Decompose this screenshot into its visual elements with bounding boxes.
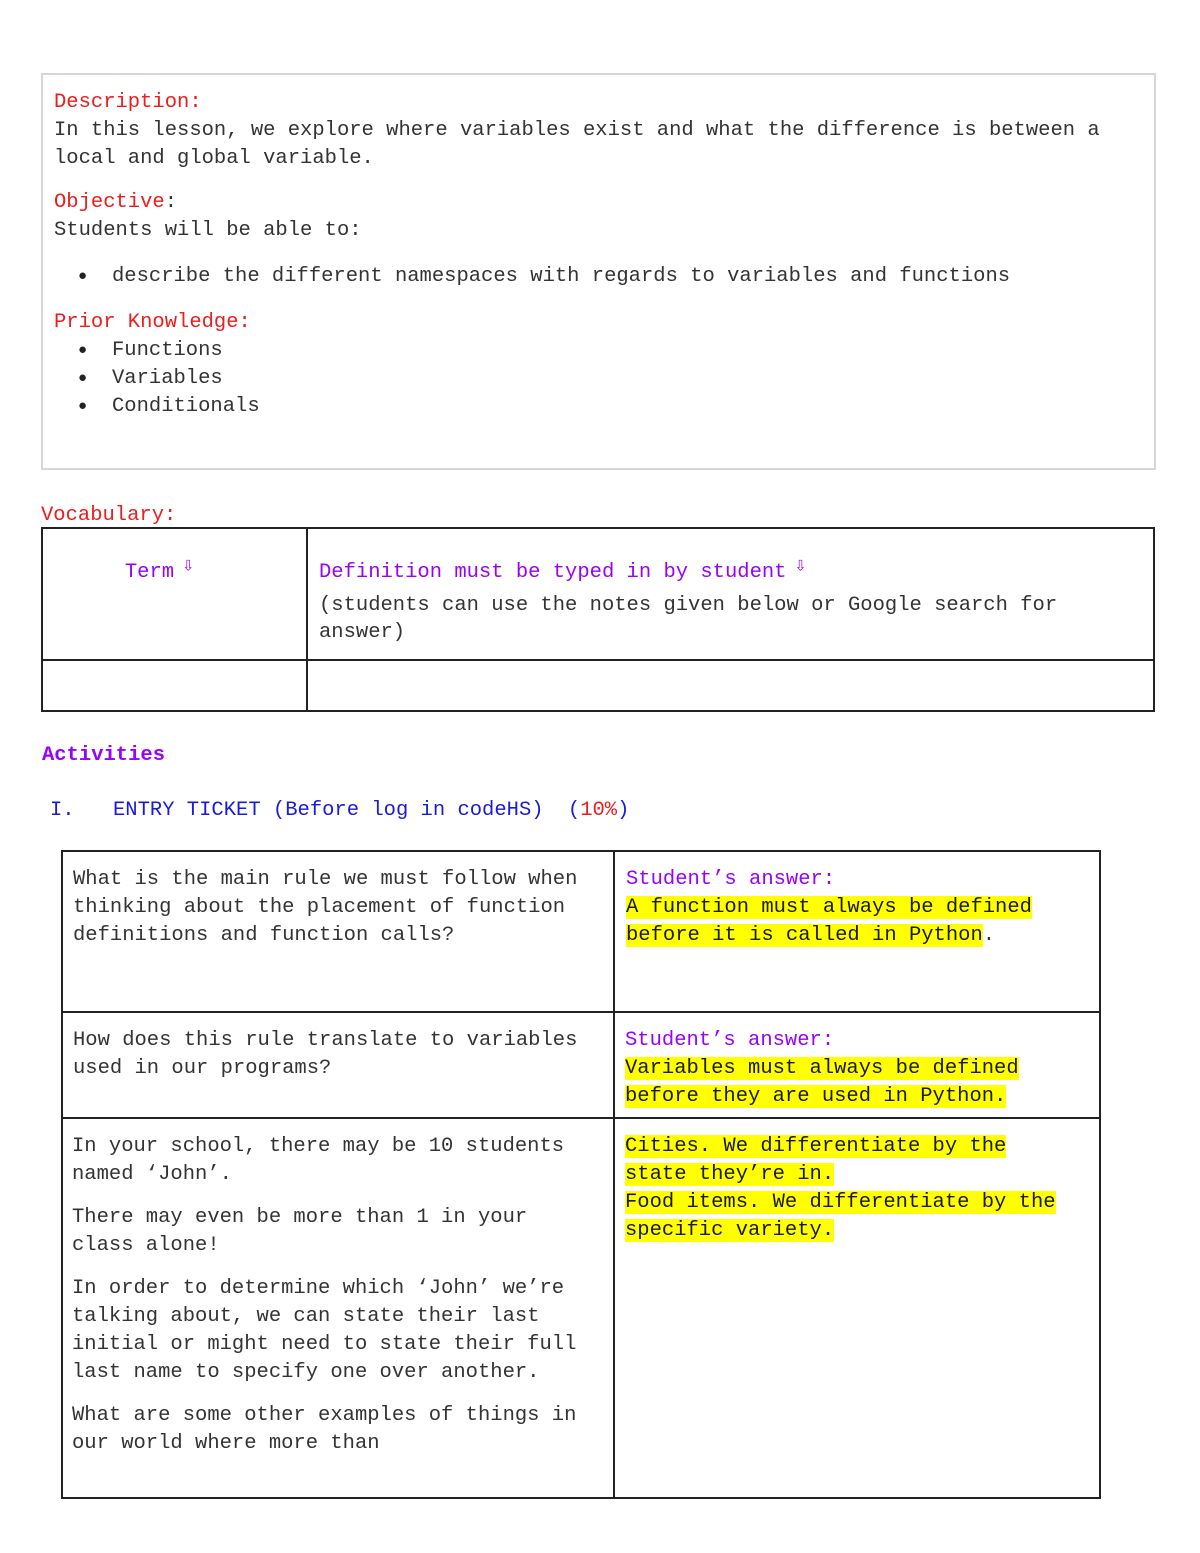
activities-heading: Activities xyxy=(42,744,166,767)
objective-list xyxy=(54,263,1134,291)
answer-tail: . xyxy=(982,924,996,947)
answer-text: A function must always be defined before it is called in Python xyxy=(626,896,1032,947)
down-arrow-icon: ⇩ xyxy=(794,555,807,578)
ticket-row xyxy=(62,1012,1100,1118)
prior-item-functions: ● Functions xyxy=(112,337,1134,365)
answer-text: Food items. We differentiate by the specific variety. xyxy=(625,1191,1056,1242)
entry-number: I. xyxy=(50,799,75,822)
entry-weight-open: ( xyxy=(567,799,581,822)
entry-weight-close: ) xyxy=(617,799,630,822)
question-cell xyxy=(62,1118,614,1498)
ticket-row xyxy=(62,1118,1100,1498)
description-text: In this lesson, we explore where variables exist and what the difference is between a local and global variable. xyxy=(54,119,1100,170)
lesson-info-box xyxy=(41,73,1156,470)
vocabulary-row xyxy=(42,660,1154,711)
lesson-info-content xyxy=(54,89,1134,421)
definition-header: Definition must be typed in by student xyxy=(319,561,787,584)
question-paragraph: There may even be more than 1 in your class alone! xyxy=(72,1206,528,1257)
objective-intro: Students will be able to: xyxy=(54,219,362,242)
answer-cell[interactable] xyxy=(614,1012,1100,1118)
entry-title: ENTRY TICKET (Before log in codeHS) xyxy=(113,799,544,822)
entry-ticket-table xyxy=(61,850,1101,1499)
description-label: Description: xyxy=(54,91,202,114)
objective-colon: : xyxy=(164,191,178,214)
answer-text: Cities. We differentiate by the state they’re in. xyxy=(625,1135,1007,1186)
prior-item-conditionals: ● Conditionals xyxy=(112,393,1134,421)
down-arrow-icon: ⇩ xyxy=(182,555,195,578)
objective-label: Objective xyxy=(54,191,165,214)
prior-knowledge-list xyxy=(54,337,1134,421)
ticket-row xyxy=(62,851,1100,1012)
term-header: Term xyxy=(124,561,175,584)
objective-heading xyxy=(54,189,1134,217)
answer-label: Student’s answer: xyxy=(626,868,836,891)
answer-label: Student’s answer: xyxy=(625,1029,835,1052)
vocab-definition-input[interactable] xyxy=(307,660,1154,711)
question-paragraph: In your school, there may be 10 students named ‘John’. xyxy=(72,1135,565,1186)
definition-header-cell xyxy=(307,528,1154,660)
answer-cell[interactable] xyxy=(614,1118,1100,1498)
question-paragraph: In order to determine which ‘John’ we’re talking about, we can state their last initial or might need to state their full last name to specify one over another. xyxy=(72,1277,577,1384)
entry-weight: 10% xyxy=(580,799,618,822)
prior-knowledge-label: Prior Knowledge: xyxy=(54,311,251,334)
question-cell xyxy=(62,851,614,1012)
term-header-cell xyxy=(42,528,307,660)
question-cell xyxy=(62,1012,614,1118)
objective-item: ● describe the different namespaces with regards to variables and functions xyxy=(112,263,1134,291)
vocabulary-label: Vocabulary: xyxy=(41,504,177,527)
question-text: What is the main rule we must follow when thinking about the placement of function definitions and function calls? xyxy=(73,868,578,947)
answer-text: Variables must always be defined before they are used in Python. xyxy=(625,1057,1019,1108)
vocab-term-input[interactable] xyxy=(42,660,307,711)
question-paragraph: What are some other examples of things in our world where more than xyxy=(72,1404,577,1455)
vocabulary-table xyxy=(41,527,1155,712)
answer-cell[interactable] xyxy=(614,851,1100,1012)
entry-ticket-heading xyxy=(50,797,629,825)
definition-note: (students can use the notes given below or Google search for answer) xyxy=(319,594,1058,644)
vocabulary-header-row xyxy=(42,528,1154,660)
question-text: How does this rule translate to variables used in our programs? xyxy=(73,1029,578,1080)
prior-item-variables: ● Variables xyxy=(112,365,1134,393)
